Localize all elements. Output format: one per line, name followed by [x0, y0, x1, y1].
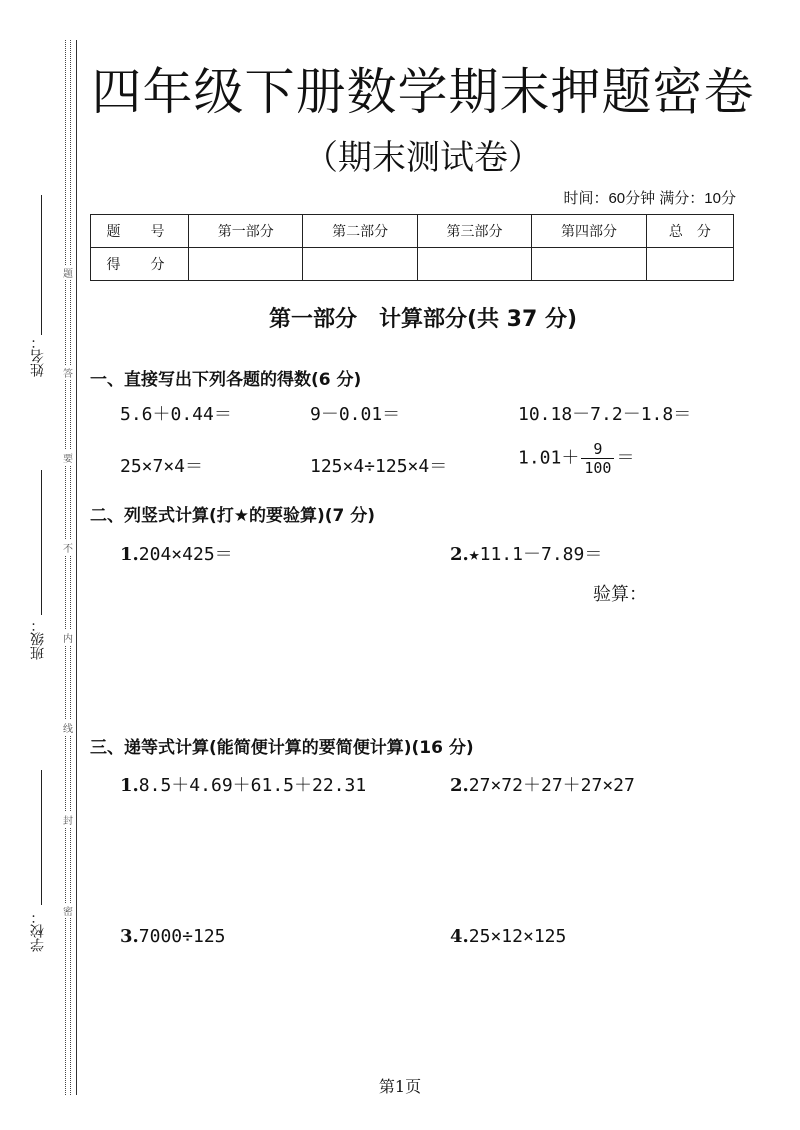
- seal-char: 密: [62, 903, 74, 918]
- name-label: 姓名：: [30, 335, 46, 377]
- problem-text: 204×425＝: [138, 544, 233, 565]
- score-table-score-row: [91, 248, 734, 281]
- part1-title: 第一部分 计算部分(共 37 分): [268, 307, 578, 332]
- seal-char: 不: [62, 540, 74, 555]
- problem-1-1: 5.6＋0.44＝: [120, 404, 232, 425]
- score-table-header: 第二部分: [303, 215, 417, 248]
- score-cell[interactable]: [417, 248, 531, 281]
- score-row-label: 得 分: [91, 248, 189, 281]
- binding-dotted-line-outer: [65, 40, 66, 1095]
- problem-1-2: 9－0.01＝: [310, 404, 401, 425]
- section2-heading: 二、列竖式计算(打★的要验算)(7 分): [90, 506, 376, 526]
- problem-number: 3.: [120, 926, 139, 947]
- section3-heading: 三、递等式计算(能简便计算的要简便计算)(16 分): [90, 738, 474, 758]
- problem-1-3: 10.18－7.2－1.8＝: [518, 404, 692, 425]
- name-blank-line: [41, 195, 42, 335]
- class-blank-line: [41, 470, 42, 615]
- problem-3-4: [450, 926, 566, 947]
- score-cell[interactable]: [646, 248, 733, 281]
- problem-number: 1.: [120, 544, 139, 565]
- problem-text: 27×72＋27＋27×27: [468, 775, 635, 796]
- class-label: 班级：: [30, 618, 46, 660]
- problem-text: ★11.1－7.89＝: [468, 544, 603, 565]
- problem-text: 7000÷125: [138, 926, 226, 947]
- seal-char: 内: [62, 630, 74, 645]
- problem-3-3: [120, 926, 226, 947]
- fraction: [581, 440, 614, 477]
- problem-3-2: [450, 771, 635, 797]
- fraction-numerator: 9: [581, 440, 614, 459]
- problem-1-6-prefix: 1.01＋: [518, 447, 580, 469]
- problem-number: 2.: [450, 775, 469, 796]
- score-table-header: 总 分: [646, 215, 733, 248]
- score-table-header: 题 号: [91, 215, 189, 248]
- score-table-header: 第四部分: [532, 215, 646, 248]
- binding-solid-line: [76, 40, 77, 1095]
- problem-number: 1.: [120, 775, 139, 796]
- problem-number: 4.: [450, 926, 469, 947]
- problem-1-6-suffix: ＝: [616, 447, 635, 469]
- problem-2-2: [450, 540, 602, 566]
- score-table: [90, 214, 734, 281]
- score-table-header: 第一部分: [189, 215, 303, 248]
- score-table-header-row: [91, 215, 734, 248]
- seal-char: 题: [62, 265, 74, 280]
- problem-1-4: 25×7×4＝: [120, 456, 204, 477]
- fraction-denominator: 100: [584, 459, 612, 477]
- time-score-info: 时间：60分钟 满分：10分: [563, 190, 736, 207]
- score-cell[interactable]: [303, 248, 417, 281]
- seal-char: 封: [62, 812, 74, 827]
- exam-subtitle: （期末测试卷）: [304, 138, 542, 178]
- page-number: 第1页: [378, 1077, 422, 1096]
- problem-text: 8.5＋4.69＋61.5＋22.31: [138, 775, 367, 796]
- problem-1-5: 125×4÷125×4＝: [310, 456, 448, 477]
- score-cell[interactable]: [189, 248, 303, 281]
- seal-char: 线: [62, 720, 74, 735]
- score-table-header: 第三部分: [417, 215, 531, 248]
- score-cell[interactable]: [532, 248, 646, 281]
- problem-number: 2.: [450, 544, 469, 565]
- problem-text: 25×12×125: [468, 926, 567, 947]
- section1-heading: 一、直接写出下列各题的得数(6 分): [90, 370, 362, 390]
- school-label: 学校：: [30, 910, 46, 952]
- seal-char: 答: [62, 365, 74, 380]
- school-blank-line: [41, 770, 42, 905]
- seal-char: 要: [62, 450, 74, 465]
- problem-2-1: [120, 540, 233, 566]
- problem-3-1: [120, 771, 366, 797]
- check-label: 验算：: [593, 584, 647, 605]
- problem-1-6: [518, 440, 634, 477]
- exam-title: 四年级下册数学期末押题密卷: [91, 63, 755, 121]
- binding-dotted-line-inner: [70, 40, 71, 1095]
